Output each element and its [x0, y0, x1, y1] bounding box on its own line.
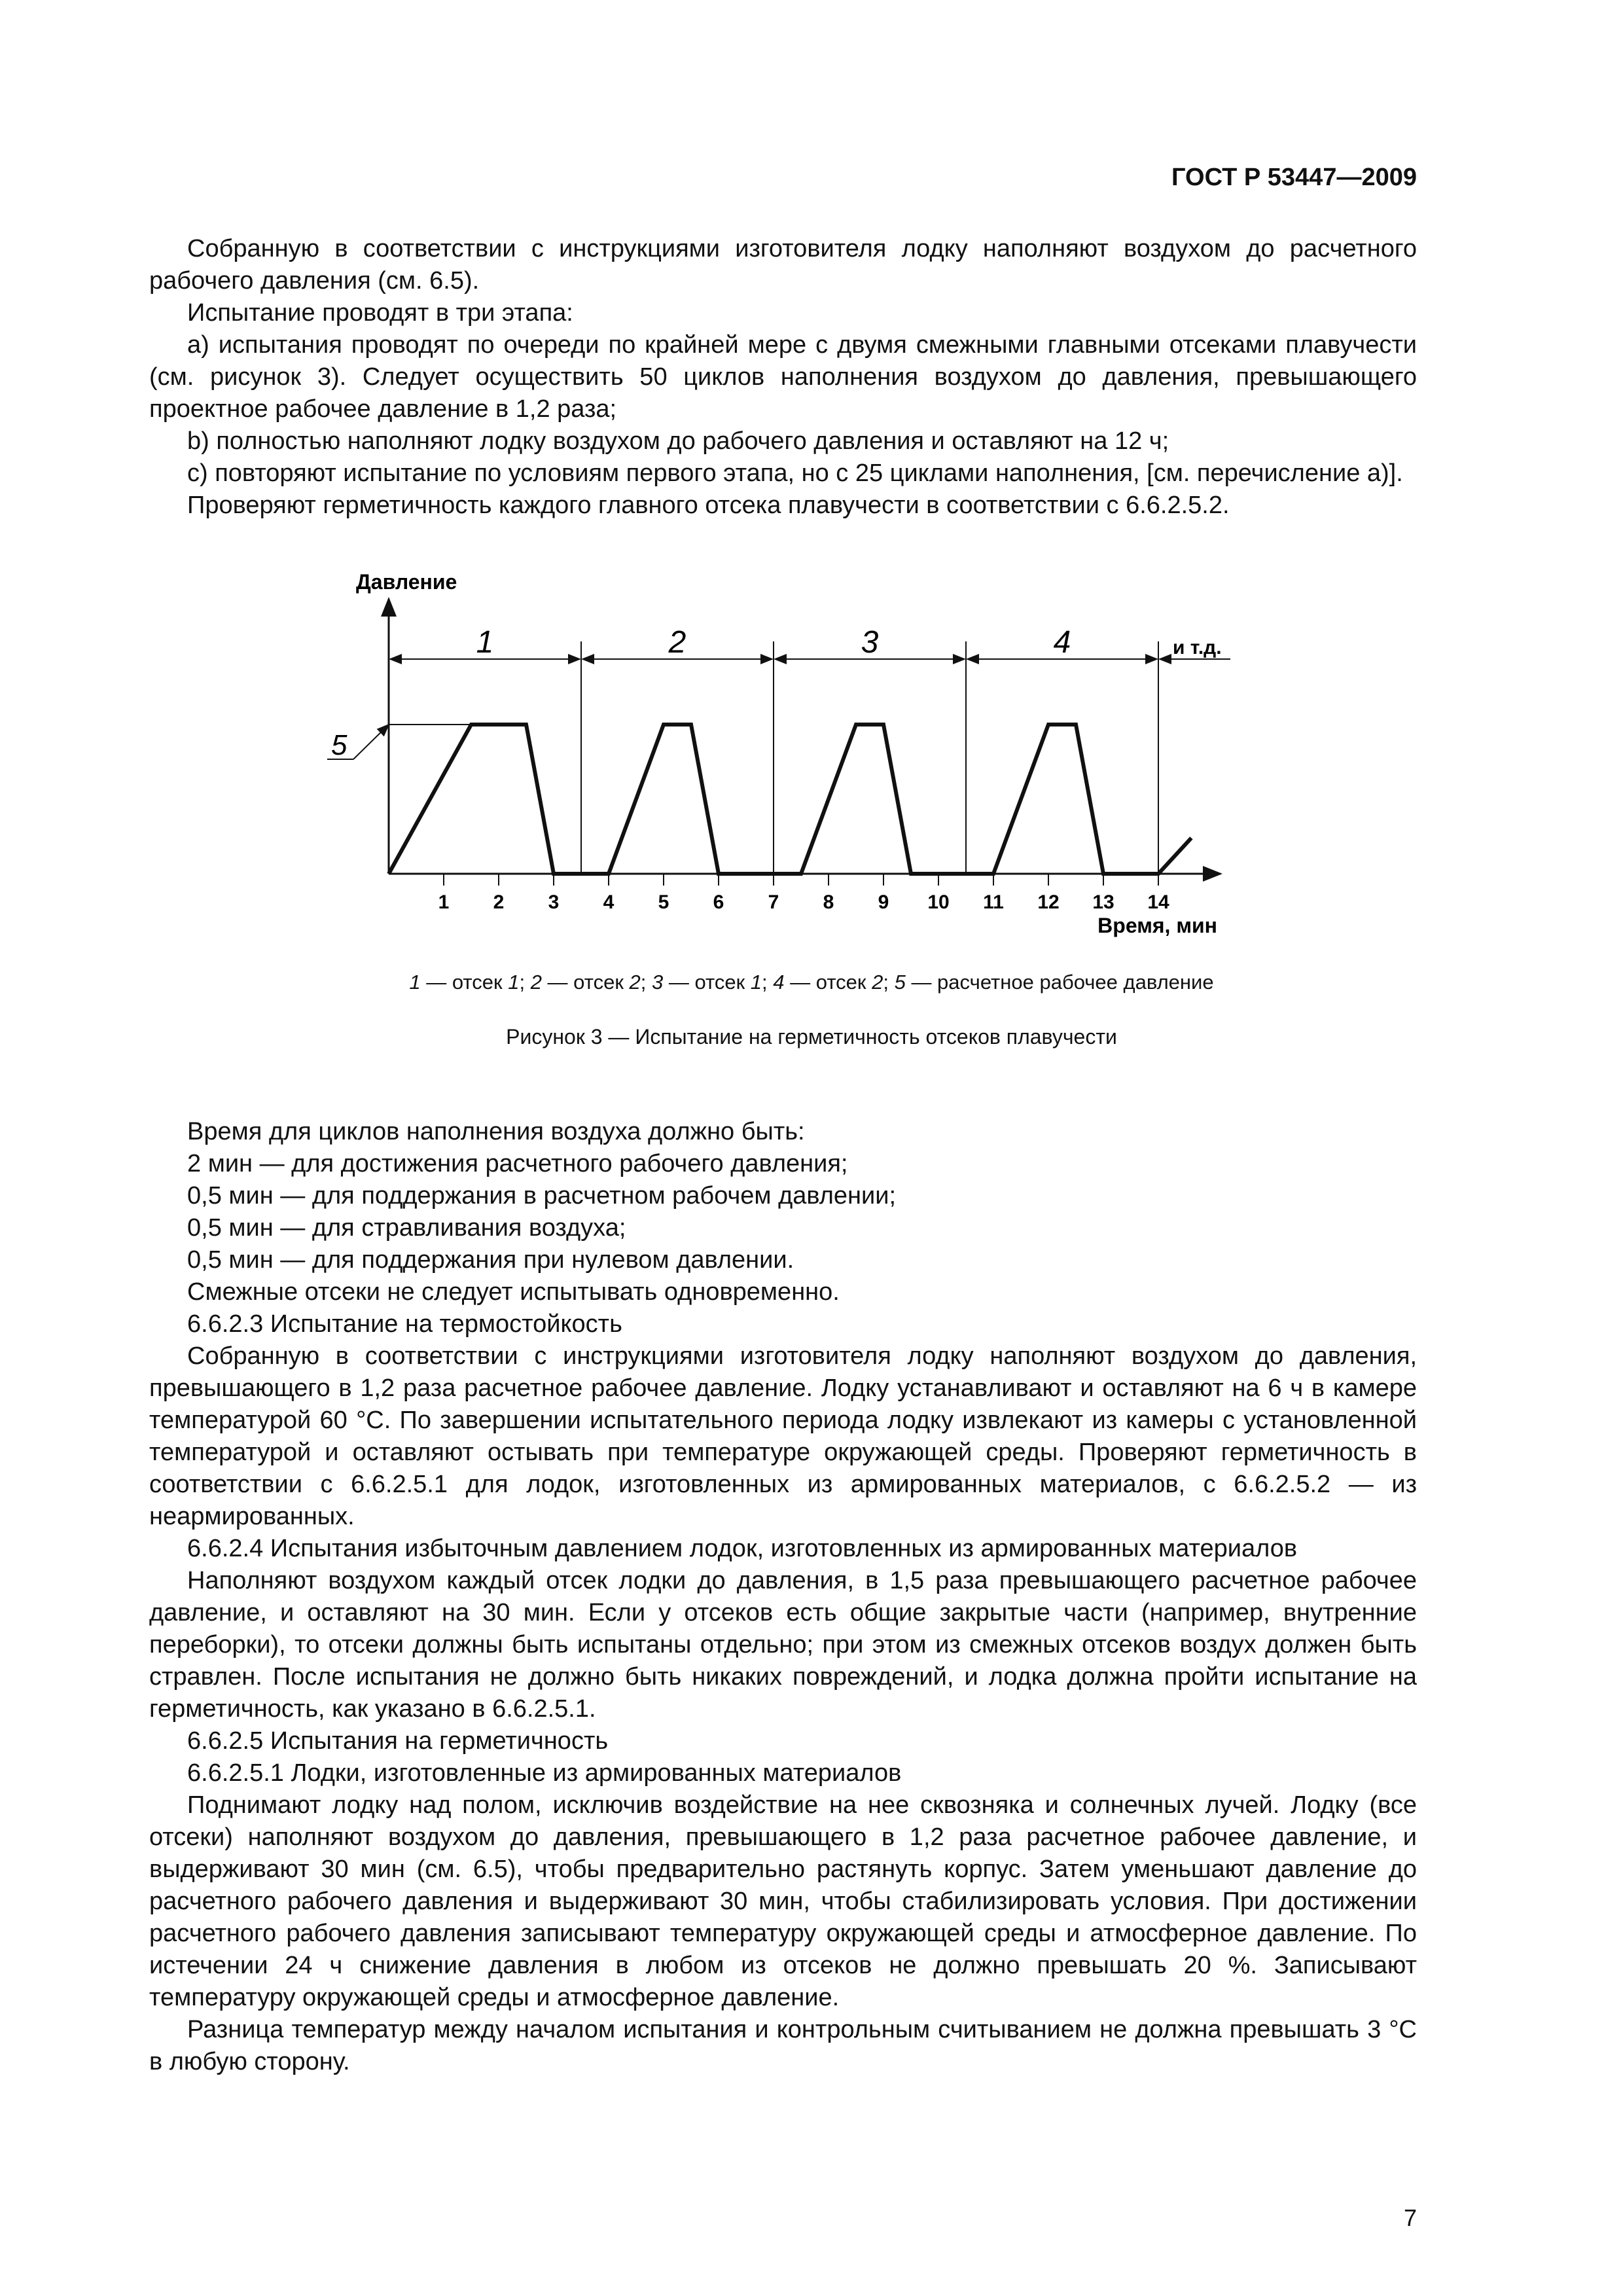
x-axis-label: Время, мин [1097, 914, 1217, 937]
legend-key: 5 [894, 971, 906, 994]
legend-key: 4 [773, 971, 785, 994]
y-axis-label: Давление [356, 570, 457, 594]
list-item-a: а) испытания проводят по очереди по крайней мере с двумя смежными главными отсеками плавучести (см. рисунок 3). Следует осуществить 50 циклов наполнения воздухом до давления, превышающего проектное рабочее давление в 1,2 раза; [149, 331, 1417, 423]
paragraph: Испытание проводят в три этапа: [187, 299, 573, 327]
legend-text: — отсек [541, 971, 630, 994]
level-leader [353, 725, 389, 759]
x-tick-label: 8 [823, 891, 834, 913]
pressure-cycle-chart [301, 563, 1257, 956]
x-tick-label: 9 [878, 891, 889, 913]
legend-text: — расчетное рабочее давление [905, 971, 1214, 994]
figure-legend [0, 971, 1623, 994]
paragraph: Собранную в соответствии с инструкциями изготовителя лодку наполняют воздухом до расчетного рабочего давления (см. 6.5). [149, 235, 1417, 295]
paragraph: Проверяют герметичность каждого главного отсека плавучести в соответствии с 6.6.2.5.2. [187, 492, 1230, 519]
legend-key: 1 [750, 971, 762, 994]
list-item-c: с) повторяют испытание по условиям первого этапа, но с 25 циклами наполнения, [см. перечисление а)]. [187, 459, 1403, 487]
legend-sep: ; [762, 971, 774, 994]
x-tick-label: 10 [927, 891, 950, 913]
paragraph: Поднимают лодку над полом, исключив воздействие на нее сквозняка и солнечных лучей. Лодку (все отсеки) наполняют воздухом до давления, превышающего в 1,2 раза расчетное рабочее давление, и выдерживают 30 мин (см. 6.5), чтобы предварительно растянуть корпус. Затем уменьшают давление до расчетного рабочего давления и выдерживают 30 мин, чтобы стабилизировать условия. При достижении расчетного рабочего давления записывают температуру окружающей среды и атмосферное давление. По истечении 24 ч снижение давления в любом из отсеков не должно превышать 20 %. Записывают температуру окружающей среды и атмосферное давление. [149, 1791, 1417, 2011]
x-tick-label: 14 [1147, 891, 1169, 913]
figure-caption: Рисунок 3 — Испытание на герметичность отсеков плавучести [506, 1025, 1117, 1049]
legend-key: 2 [872, 971, 883, 994]
level-label: 5 [331, 729, 348, 761]
paragraph: Смежные отсеки не следует испытывать одновременно. [187, 1278, 840, 1306]
legend-sep: ; [519, 971, 531, 994]
paragraph: 2 мин — для достижения расчетного рабочего давления; [187, 1150, 848, 1177]
page-number: 7 [1403, 2204, 1417, 2231]
pressure-series-line [389, 725, 1191, 874]
phase-label: 3 [861, 625, 879, 660]
x-tick-label: 2 [493, 891, 505, 913]
paragraph: Разница температур между началом испытания и контрольным считыванием не должна превышать 3 °С в любую сторону. [149, 2016, 1417, 2075]
legend-key: 1 [409, 971, 421, 994]
legend-sep: ; [640, 971, 652, 994]
document-id: ГОСТ Р 53447—2009 [1171, 164, 1417, 191]
section-heading: 6.6.2.3 Испытание на термостойкость [187, 1310, 622, 1338]
body-text [149, 1116, 1417, 2078]
paragraph: 0,5 мин — для стравливания воздуха; [187, 1214, 626, 1242]
paragraph: 0,5 мин — для поддержания в расчетном рабочем давлении; [187, 1182, 897, 1210]
phase-label: 4 [1053, 625, 1071, 660]
section-heading: 6.6.2.5.1 Лодки, изготовленные из армированных материалов [187, 1759, 902, 1787]
intro-text [149, 233, 1417, 522]
legend-sep: ; [883, 971, 895, 994]
paragraph: Собранную в соответствии с инструкциями изготовителя лодку наполняют воздухом до давления, превышающего в 1,2 раза расчетное рабочее давление. Лодку устанавливают и оставляют на 6 ч в камере температурой 60 °С. По завершении испытательного периода лодку извлекают из камеры с установленной температурой и оставляют остывать при температуре окружающей среды. Проверяют герметичность в соответствии с 6.6.2.5.1 для лодок, изготовленных из армированных материалов, с 6.6.2.5.2 — из неармированных. [149, 1342, 1417, 1530]
x-tick-label: 12 [1037, 891, 1060, 913]
x-tick-label: 1 [438, 891, 450, 913]
legend-text: — отсек [663, 971, 751, 994]
phase-label: 2 [668, 625, 687, 660]
legend-text: — отсек [784, 971, 872, 994]
x-tick-label: 7 [768, 891, 779, 913]
legend-key: 1 [508, 971, 520, 994]
phase-label: 1 [476, 625, 494, 660]
legend-key: 2 [629, 971, 641, 994]
x-tick-label: 4 [603, 891, 615, 913]
x-tick-label: 11 [983, 891, 1004, 913]
x-tick-label: 13 [1092, 891, 1115, 913]
x-tick-label: 3 [548, 891, 560, 913]
list-item-b: b) полностью наполняют лодку воздухом до рабочего давления и оставляют на 12 ч; [187, 427, 1169, 455]
legend-text: — отсек [420, 971, 508, 994]
paragraph: 0,5 мин — для поддержания при нулевом давлении. [187, 1246, 794, 1274]
legend-key: 2 [530, 971, 542, 994]
paragraph: Наполняют воздухом каждый отсек лодки до давления, в 1,5 раза превышающего расчетное рабочее давление, и оставляют на 30 мин. Если у отсеков есть общие закрытые части (например, внутренние переборки), то отсеки должны быть испытаны отдельно; при этом из смежных отсеков воздух должен быть стравлен. После испытания не должно быть никаких повреждений, и лодка должна пройти испытание на герметичность, как указано в 6.6.2.5.1. [149, 1567, 1417, 1723]
section-heading: 6.6.2.5 Испытания на герметичность [187, 1727, 609, 1755]
x-tick-label: 5 [658, 891, 669, 913]
paragraph: Время для циклов наполнения воздуха должно быть: [187, 1118, 805, 1145]
legend-key: 3 [651, 971, 664, 994]
phase-more-label: и т.д. [1173, 637, 1222, 658]
x-tick-label: 6 [713, 891, 724, 913]
section-heading: 6.6.2.4 Испытания избыточным давлением лодок, изготовленных из армированных материалов [187, 1535, 1298, 1562]
